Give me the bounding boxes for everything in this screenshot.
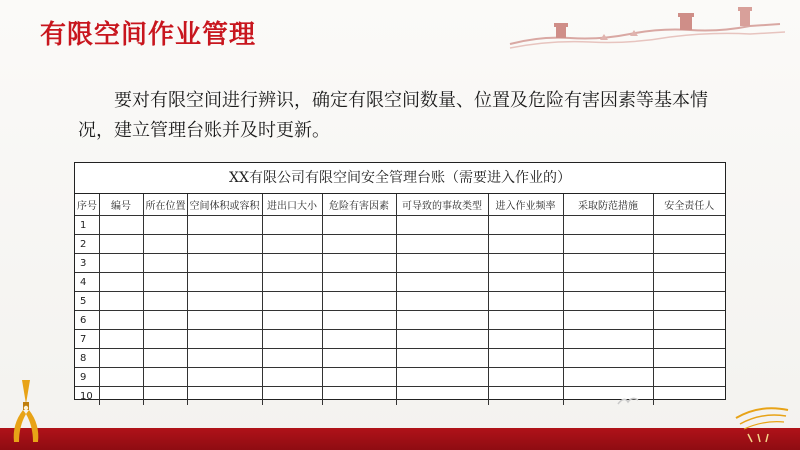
ledger-grid	[75, 194, 725, 405]
table-row	[75, 349, 725, 368]
row-number: 10	[75, 387, 99, 406]
table-row	[75, 235, 725, 254]
col-header: 编号	[99, 194, 143, 216]
table-row	[75, 330, 725, 349]
row-number: 2	[75, 235, 99, 254]
col-header: 安全责任人	[653, 194, 725, 216]
ledger-header-row	[75, 194, 725, 216]
row-number: 9	[75, 368, 99, 387]
table-row	[75, 368, 725, 387]
pliers-tool-icon	[8, 378, 44, 444]
col-header: 采取防范措施	[563, 194, 653, 216]
col-header: 所在位置	[143, 194, 187, 216]
brand-mark-icon	[730, 402, 792, 446]
col-header: 进出口大小	[262, 194, 322, 216]
table-row	[75, 254, 725, 273]
great-wall-icon	[500, 4, 790, 50]
table-row	[75, 273, 725, 292]
bird-icon	[616, 394, 640, 410]
table-row	[75, 292, 725, 311]
row-number: 4	[75, 273, 99, 292]
row-number: 6	[75, 311, 99, 330]
row-number: 3	[75, 254, 99, 273]
body-paragraph: 要对有限空间进行辨识，确定有限空间数量、位置及危险有害因素等基本情况，建立管理台账并及时更新。	[78, 90, 708, 141]
row-number: 7	[75, 330, 99, 349]
col-header: 危险有害因素	[322, 194, 396, 216]
ledger-title: XX有限公司有限空间安全管理台账（需要进入作业的）	[75, 163, 725, 194]
col-header: 可导致的事故类型	[396, 194, 488, 216]
row-number: 8	[75, 349, 99, 368]
col-header: 进入作业频率	[488, 194, 563, 216]
col-header: 序号	[75, 194, 99, 216]
table-row	[75, 311, 725, 330]
row-number: 1	[75, 216, 99, 235]
table-row	[75, 216, 725, 235]
slide-title: 有限空间作业管理	[40, 20, 257, 50]
col-header: 空间体积或容积	[187, 194, 262, 216]
ledger-table	[74, 162, 726, 400]
footer-bar	[0, 428, 800, 450]
row-number: 5	[75, 292, 99, 311]
